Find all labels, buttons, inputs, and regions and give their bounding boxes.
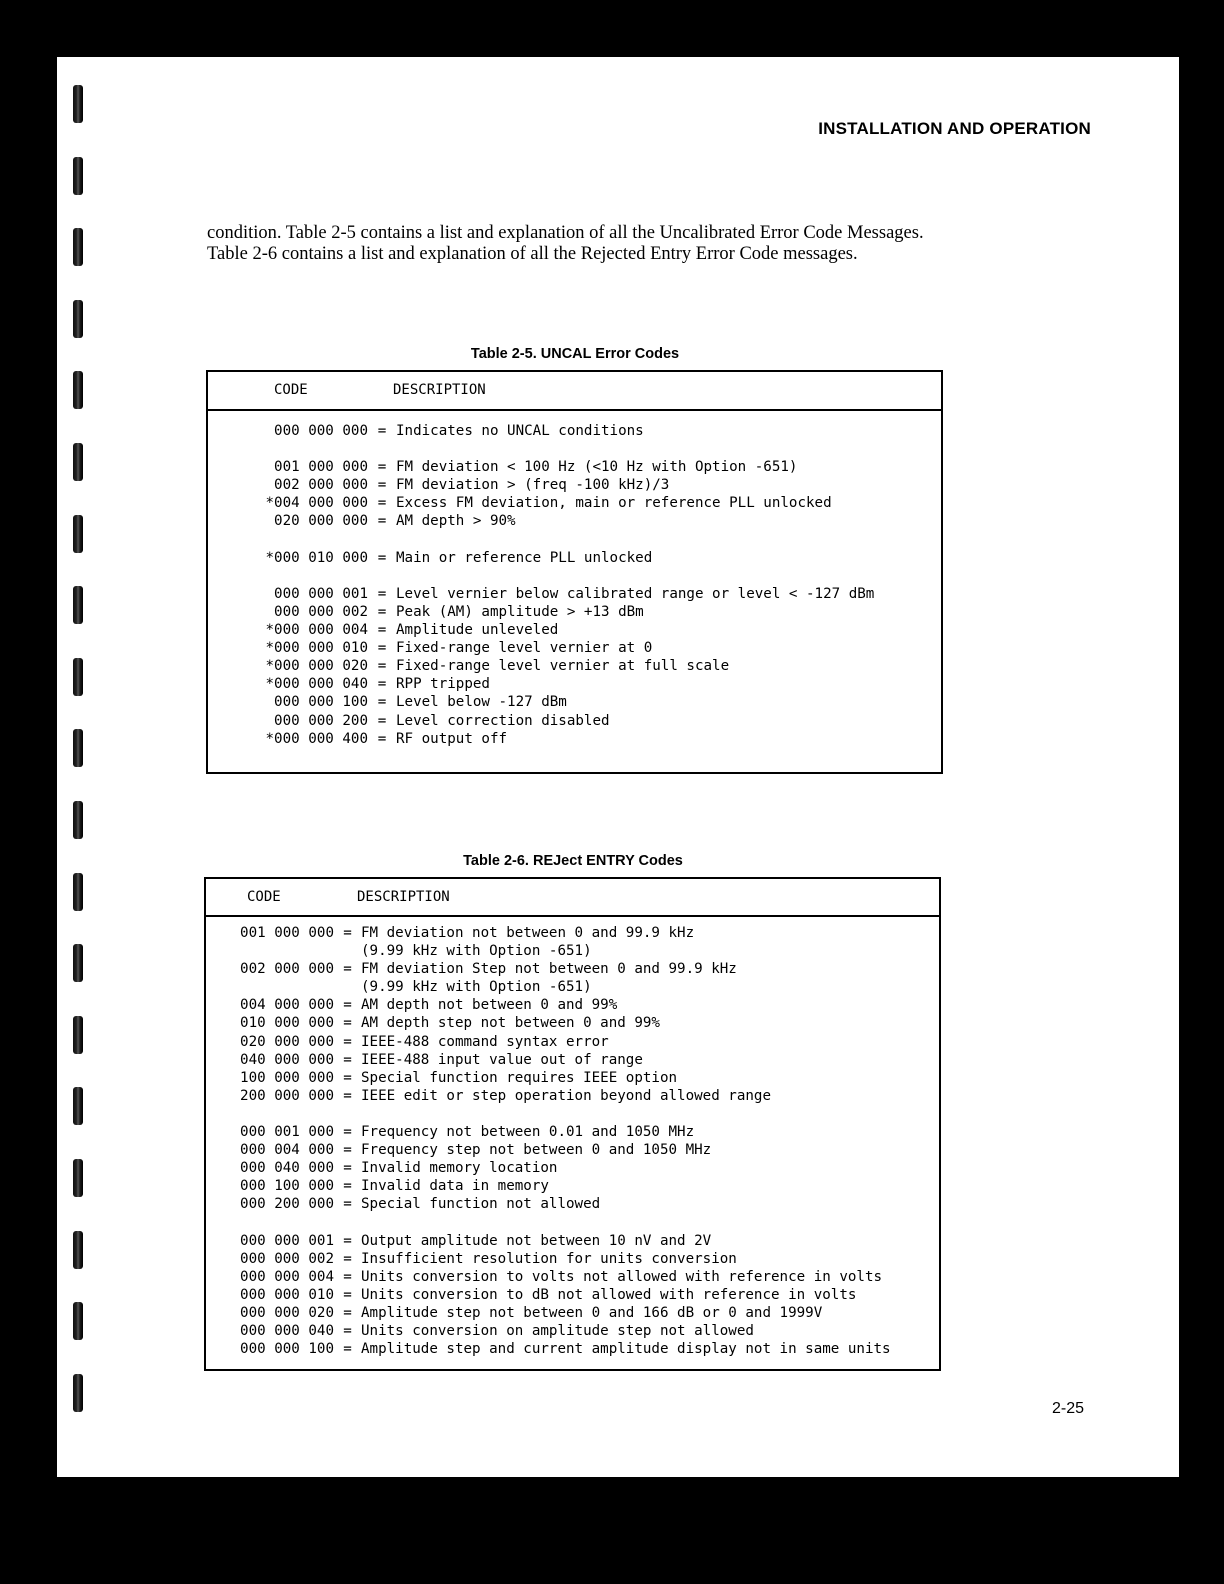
error-description: Output amplitude not between 10 nV and 2V: [361, 1232, 712, 1249]
error-code: 000 000 100: [274, 694, 368, 711]
equals-sign: =: [343, 925, 352, 941]
error-code: 040 000 000: [240, 1051, 334, 1068]
table-row: [208, 730, 941, 748]
binding-hole: [73, 586, 83, 624]
group-spacer: [208, 531, 941, 549]
equals-sign: =: [377, 658, 387, 675]
table-row: [206, 1286, 939, 1304]
error-code: *000 000 040: [265, 676, 368, 693]
error-code: 000 000 020: [240, 1304, 334, 1321]
equals-sign: =: [343, 1015, 352, 1032]
error-description: Units conversion to dB not allowed with reference in volts: [361, 1286, 857, 1303]
error-code: 000 004 000: [240, 1142, 334, 1159]
equals-sign: =: [343, 1142, 352, 1159]
error-description: Invalid data in memory: [361, 1178, 549, 1195]
binding-hole: [73, 1159, 83, 1197]
equals-sign: =: [343, 1304, 352, 1321]
error-code: 000 000 040: [240, 1323, 334, 1340]
error-code: *000 000 010: [265, 640, 368, 657]
error-description: Level vernier below calibrated range or level < -127 dBm: [396, 585, 875, 602]
error-description: Amplitude step not between 0 and 166 dB or 0 and 1999V: [361, 1304, 823, 1321]
binding-hole: [73, 1087, 83, 1125]
binding-hole: [73, 1374, 83, 1412]
error-description: Fixed-range level vernier at 0: [396, 640, 653, 657]
binding-hole: [73, 1016, 83, 1054]
group-spacer: [206, 1214, 939, 1232]
table-row: [208, 422, 941, 440]
group-spacer: [206, 1105, 939, 1123]
page-number: 2-25: [1052, 1400, 1085, 1417]
error-description: Units conversion to volts not allowed with reference in volts: [361, 1268, 883, 1285]
equals-sign: =: [377, 459, 387, 476]
reject-entry-codes-table: [204, 877, 941, 1371]
code-column-header: CODE: [247, 889, 281, 905]
error-code: 000 000 002: [274, 603, 368, 620]
error-description: FM deviation not between 0 and 99.9 kHz: [361, 925, 695, 941]
equals-sign: =: [343, 1196, 352, 1213]
error-code: 002 000 000: [274, 477, 368, 494]
equals-sign: =: [343, 1087, 352, 1104]
error-description: Fixed-range level vernier at full scale: [396, 658, 730, 675]
binding-hole: [73, 873, 83, 911]
equals-sign: =: [377, 495, 387, 512]
binding-hole: [73, 85, 83, 123]
equals-sign: =: [343, 1069, 352, 1086]
error-description: AM depth step not between 0 and 99%: [361, 1015, 660, 1032]
error-description: IEEE-488 input value out of range: [361, 1051, 643, 1068]
error-description: AM depth > 90%: [396, 513, 516, 530]
table-2-5-caption: Table 2-5. UNCAL Error Codes: [470, 346, 680, 362]
error-description: Special function not allowed: [361, 1196, 601, 1213]
error-description: Invalid memory location: [361, 1160, 558, 1177]
error-description: Peak (AM) amplitude > +13 dBm: [396, 603, 644, 620]
table-row: [206, 960, 939, 978]
section-header: INSTALLATION AND OPERATION: [818, 119, 1091, 138]
table-row: [206, 1268, 939, 1286]
error-code: 020 000 000: [240, 1033, 334, 1050]
table-row: [208, 458, 941, 476]
table-header: [206, 879, 939, 917]
binding-hole: [73, 228, 83, 266]
error-description: Excess FM deviation, main or reference PLL unlocked: [396, 495, 832, 512]
binding-hole: [73, 944, 83, 982]
equals-sign: =: [377, 640, 387, 657]
equals-sign: =: [377, 730, 387, 747]
table-row: [208, 549, 941, 567]
equals-sign: =: [343, 961, 352, 978]
error-description: FM deviation > (freq -100 kHz)/3: [396, 477, 670, 494]
binding-hole: [73, 1231, 83, 1269]
error-description: Level below -127 dBm: [396, 694, 567, 711]
binding-hole: [73, 515, 83, 553]
table-row: [206, 1087, 939, 1105]
error-description: Frequency not between 0.01 and 1050 MHz: [361, 1124, 695, 1141]
binding-hole: [73, 1302, 83, 1340]
equals-sign: =: [377, 694, 387, 711]
error-code: 100 000 000: [240, 1069, 334, 1086]
error-description: AM depth not between 0 and 99%: [361, 997, 618, 1014]
error-description: IEEE-488 command syntax error: [361, 1033, 609, 1050]
equals-sign: =: [377, 549, 387, 566]
error-code: 200 000 000: [240, 1087, 334, 1104]
table-row: [206, 1051, 939, 1069]
table-row: [206, 1250, 939, 1268]
error-description: (9.99 kHz with Option -651): [361, 979, 592, 996]
error-description: Level correction disabled: [396, 712, 610, 729]
equals-sign: =: [377, 513, 387, 530]
table-row: [206, 996, 939, 1014]
table-row: [206, 1177, 939, 1195]
table-header: [208, 372, 941, 411]
error-code: 001 000 000: [240, 925, 334, 941]
error-description: Amplitude step and current amplitude display not in same units: [361, 1341, 891, 1358]
table-row: [206, 1069, 939, 1087]
error-description: Amplitude unleveled: [396, 622, 559, 639]
error-code: 000 040 000: [240, 1160, 334, 1177]
error-description: Main or reference PLL unlocked: [396, 549, 653, 566]
error-code: 000 001 000: [240, 1124, 334, 1141]
error-description: (9.99 kHz with Option -651): [361, 943, 592, 960]
error-code: 001 000 000: [274, 459, 368, 476]
equals-sign: =: [343, 1341, 352, 1358]
error-code: *000 010 000: [265, 549, 368, 566]
equals-sign: =: [343, 1286, 352, 1303]
binding-hole: [73, 157, 83, 195]
error-description: Units conversion on amplitude step not allowed: [361, 1323, 754, 1340]
uncal-error-codes-table: [206, 370, 943, 774]
table-row: [206, 1033, 939, 1051]
error-description: RF output off: [396, 730, 508, 747]
equals-sign: =: [343, 1124, 352, 1141]
binding-hole: [73, 729, 83, 767]
table-row: [206, 942, 939, 960]
table-row: [208, 512, 941, 530]
equals-sign: =: [377, 423, 387, 439]
error-code: 000 000 010: [240, 1286, 334, 1303]
binding-hole: [73, 658, 83, 696]
table-body: [208, 422, 941, 748]
equals-sign: =: [377, 477, 387, 494]
equals-sign: =: [343, 1160, 352, 1177]
table-row: [206, 1014, 939, 1032]
table-row: [208, 657, 941, 675]
error-code: *000 000 020: [265, 658, 368, 675]
table-row: [208, 639, 941, 657]
binding-hole: [73, 300, 83, 338]
error-code: *000 000 400: [265, 730, 368, 747]
table-row: [208, 476, 941, 494]
table-row: [206, 1322, 939, 1340]
equals-sign: [334, 978, 361, 996]
table-row: [206, 978, 939, 996]
table-row: [206, 924, 939, 942]
error-code: *004 000 000: [265, 495, 368, 512]
equals-sign: =: [377, 603, 387, 620]
table-row: [208, 675, 941, 693]
error-description: Insufficient resolution for units conversion: [361, 1250, 737, 1267]
error-code: 000 000 001: [240, 1232, 334, 1249]
equals-sign: =: [343, 1033, 352, 1050]
error-description: FM deviation Step not between 0 and 99.9 kHz: [361, 961, 737, 978]
table-row: [206, 1304, 939, 1322]
error-code: 020 000 000: [274, 513, 368, 530]
table-row: [206, 1195, 939, 1213]
error-code: 000 000 004: [240, 1268, 334, 1285]
table-row: [208, 621, 941, 639]
table-row: [208, 712, 941, 730]
error-description: RPP tripped: [396, 676, 490, 693]
equals-sign: =: [377, 712, 387, 729]
document-page: [57, 57, 1179, 1477]
error-code: 000 000 001: [274, 585, 368, 602]
error-description: Indicates no UNCAL conditions: [396, 423, 644, 439]
table-row: [206, 1123, 939, 1141]
group-spacer: [208, 567, 941, 585]
equals-sign: =: [343, 1268, 352, 1285]
equals-sign: =: [343, 1178, 352, 1195]
error-code: 000 000 000: [274, 423, 368, 439]
equals-sign: =: [343, 1323, 352, 1340]
binding-hole: [73, 801, 83, 839]
code-column-header: CODE: [274, 382, 308, 398]
equals-sign: =: [343, 1232, 352, 1249]
equals-sign: =: [377, 676, 387, 693]
table-row: [208, 603, 941, 621]
error-code: 000 100 000: [240, 1178, 334, 1195]
equals-sign: =: [377, 622, 387, 639]
group-spacer: [208, 440, 941, 458]
equals-sign: [334, 942, 361, 960]
error-code: 000 000 100: [240, 1341, 334, 1358]
description-column-header: DESCRIPTION: [357, 889, 450, 905]
error-code: [206, 942, 334, 960]
error-description: FM deviation < 100 Hz (<10 Hz with Option -651): [396, 459, 798, 476]
error-code: 002 000 000: [240, 961, 334, 978]
error-code: 000 200 000: [240, 1196, 334, 1213]
error-code: 004 000 000: [240, 997, 334, 1014]
equals-sign: =: [343, 1051, 352, 1068]
table-row: [208, 494, 941, 512]
table-row: [206, 1141, 939, 1159]
table-row: [206, 1340, 939, 1358]
description-column-header: DESCRIPTION: [393, 382, 486, 398]
table-row: [206, 1232, 939, 1250]
binding-hole: [73, 443, 83, 481]
error-description: Special function requires IEEE option: [361, 1069, 678, 1086]
binding-hole: [73, 371, 83, 409]
table-row: [206, 1159, 939, 1177]
table-row: [208, 693, 941, 711]
error-code: [206, 978, 334, 996]
error-code: 000 000 200: [274, 712, 368, 729]
equals-sign: =: [343, 1250, 352, 1267]
error-description: IEEE edit or step operation beyond allowed range: [361, 1087, 771, 1104]
table-2-6-caption: Table 2-6. REJect ENTRY Codes: [463, 853, 683, 869]
table-row: [208, 585, 941, 603]
error-code: *000 000 004: [265, 622, 368, 639]
equals-sign: =: [377, 585, 387, 602]
intro-paragraph: condition. Table 2-5 contains a list and explanation of all the Uncalibrated Error Code Messages. Table 2-6 contains a list and explanation of all the Rejected Entry Error Code messages.: [207, 223, 924, 264]
error-code: 000 000 002: [240, 1250, 334, 1267]
table-body: [206, 924, 939, 1358]
error-code: 010 000 000: [240, 1015, 334, 1032]
equals-sign: =: [343, 997, 352, 1014]
error-description: Frequency step not between 0 and 1050 MHz: [361, 1142, 712, 1159]
